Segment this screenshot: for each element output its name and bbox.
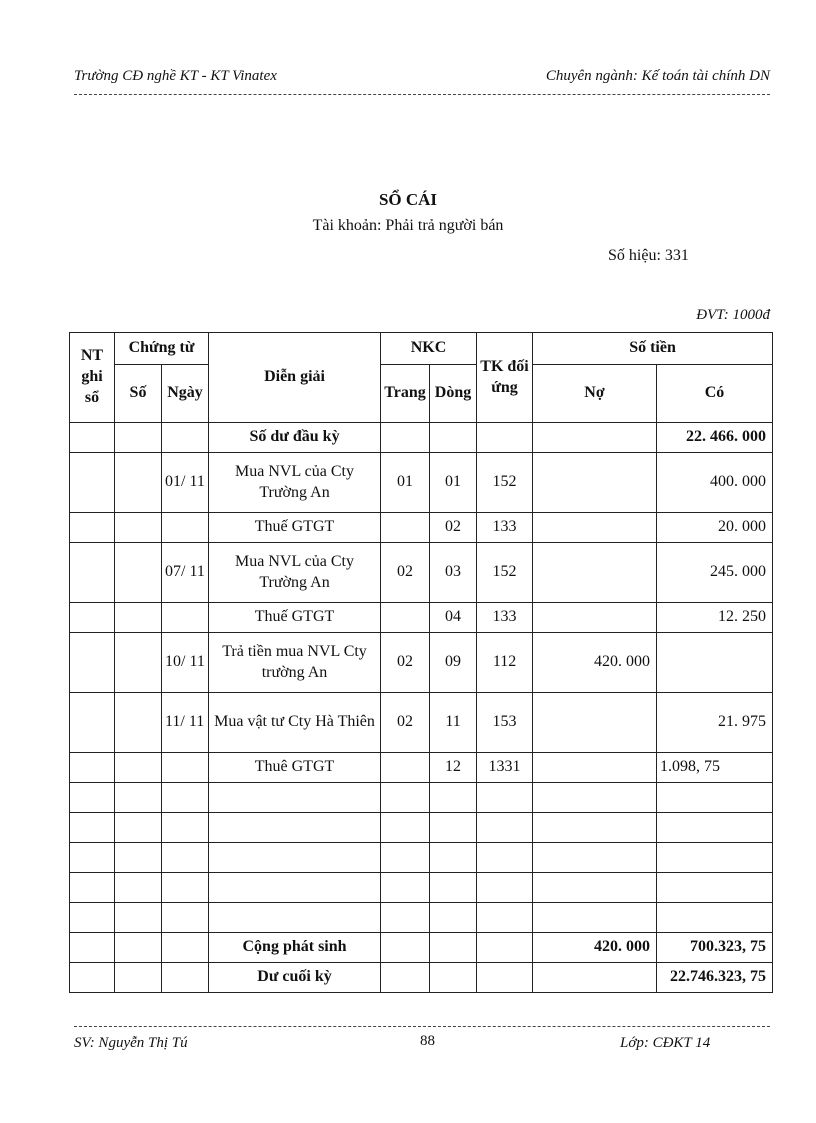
cell-dong [430,903,477,933]
table-row [70,693,773,753]
document-title: SỔ CÁI [378,190,438,209]
col-nkc-header: NKC [381,333,477,365]
cell-so [115,603,162,633]
cell-trang [381,873,430,903]
cell-tk [477,423,533,453]
cell-no [533,513,657,543]
cell-co [657,843,773,873]
cell-trang [381,423,430,453]
table-row [70,933,773,963]
cell-ngay: 07/ 11 [162,543,209,603]
cell-dong: 12 [430,753,477,783]
table-row [70,873,773,903]
cell-nt [70,903,115,933]
cell-trang: 02 [381,693,430,753]
cell-tk [477,963,533,993]
cell-dien-giai [209,843,381,873]
col-tk-header: TK đối ứng [477,333,533,423]
cell-so [115,843,162,873]
cell-no [533,423,657,453]
col-so-header: Số [115,365,162,423]
school-name: Trường CĐ nghề KT - KT Vinatex [74,68,277,84]
cell-co [657,813,773,843]
cell-tk: 153 [477,693,533,753]
cell-so [115,933,162,963]
cell-so [115,783,162,813]
cell-dien-giai: Dư cuối kỳ [209,963,381,993]
cell-co [657,903,773,933]
col-co-header: Có [657,365,773,423]
cell-dong [430,843,477,873]
cell-dien-giai: Số dư đầu kỳ [209,423,381,453]
cell-ngay [162,963,209,993]
cell-so [115,903,162,933]
ledger-table [69,332,773,993]
cell-ngay: 01/ 11 [162,453,209,513]
cell-ngay [162,753,209,783]
cell-so [115,633,162,693]
cell-no [533,693,657,753]
cell-nt [70,783,115,813]
cell-tk: 152 [477,543,533,603]
table-row [70,843,773,873]
cell-trang: 02 [381,543,430,603]
cell-no [533,873,657,903]
cell-dong: 03 [430,543,477,603]
cell-trang [381,963,430,993]
cell-no [533,963,657,993]
cell-dong [430,783,477,813]
cell-nt [70,843,115,873]
cell-tk: 152 [477,453,533,513]
col-ngay-header: Ngày [162,365,209,423]
cell-co: 20. 000 [657,513,773,543]
cell-tk: 112 [477,633,533,693]
cell-dong: 09 [430,633,477,693]
cell-nt [70,963,115,993]
cell-dien-giai [209,873,381,903]
cell-ngay [162,423,209,453]
cell-tk: 133 [477,603,533,633]
cell-dien-giai: Cộng phát sinh [209,933,381,963]
cell-co: 22.746.323, 75 [657,963,773,993]
cell-dong [430,933,477,963]
table-row [70,513,773,543]
cell-trang [381,603,430,633]
major-name: Chuyên ngành: Kế toán tài chính DN [545,68,770,84]
cell-trang [381,843,430,873]
cell-dien-giai [209,813,381,843]
cell-nt [70,603,115,633]
cell-dong [430,423,477,453]
cell-ngay: 10/ 11 [162,633,209,693]
cell-trang [381,753,430,783]
cell-no [533,543,657,603]
cell-co [657,633,773,693]
cell-so [115,753,162,783]
table-row [70,633,773,693]
col-dien-giai-header: Diễn giải [209,333,381,423]
cell-so [115,873,162,903]
cell-so [115,543,162,603]
cell-dong: 01 [430,453,477,513]
cell-ngay [162,843,209,873]
table-row [70,813,773,843]
cell-nt [70,753,115,783]
cell-co [657,783,773,813]
cell-dien-giai: Mua vật tư Cty Hà Thiên [209,693,381,753]
cell-ngay [162,603,209,633]
cell-co: 700.323, 75 [657,933,773,963]
cell-trang [381,813,430,843]
cell-tk [477,903,533,933]
cell-no [533,603,657,633]
cell-tk [477,843,533,873]
cell-nt [70,873,115,903]
cell-dien-giai: Mua NVL của Cty Trường An [209,453,381,513]
cell-nt [70,633,115,693]
cell-trang [381,783,430,813]
cell-trang [381,513,430,543]
cell-dien-giai: Thuế GTGT [209,513,381,543]
cell-ngay [162,903,209,933]
page-header [74,66,770,95]
cell-tk [477,813,533,843]
cell-dien-giai: Mua NVL của Cty Trường An [209,543,381,603]
cell-tk: 1331 [477,753,533,783]
cell-no [533,753,657,783]
cell-co: 12. 250 [657,603,773,633]
page-number: 88 [420,1033,435,1049]
page-footer [74,1026,770,1057]
cell-nt [70,453,115,513]
cell-no [533,903,657,933]
cell-co: 400. 000 [657,453,773,513]
cell-so [115,963,162,993]
cell-ngay [162,873,209,903]
currency-unit: ĐVT: 1000đ [696,307,770,323]
cell-no [533,843,657,873]
cell-so [115,453,162,513]
table-row [70,963,773,993]
cell-co: 245. 000 [657,543,773,603]
account-name: Tài khoản: Phải trả người bán [312,217,504,234]
cell-nt [70,513,115,543]
account-number: Số hiệu: 331 [608,247,689,264]
col-so-tien-header: Số tiền [533,333,773,365]
cell-so [115,693,162,753]
cell-no [533,453,657,513]
table-row [70,903,773,933]
cell-no [533,813,657,843]
student-name: SV: Nguyễn Thị Tú [74,1035,188,1051]
table-row [70,603,773,633]
cell-tk [477,873,533,903]
cell-trang [381,903,430,933]
table-row [70,783,773,813]
cell-dong [430,813,477,843]
cell-tk [477,933,533,963]
cell-trang [381,933,430,963]
cell-co [657,873,773,903]
cell-nt [70,693,115,753]
cell-co: 21. 975 [657,693,773,753]
cell-nt [70,933,115,963]
cell-ngay [162,513,209,543]
cell-no [533,783,657,813]
cell-dien-giai: Trả tiền mua NVL Cty trường An [209,633,381,693]
col-dong-header: Dòng [430,365,477,423]
cell-nt [70,423,115,453]
table-row [70,453,773,513]
col-trang-header: Trang [381,365,430,423]
cell-so [115,813,162,843]
cell-no: 420. 000 [533,633,657,693]
cell-dong [430,873,477,903]
cell-ngay [162,933,209,963]
cell-tk [477,783,533,813]
cell-dien-giai [209,783,381,813]
table-row [70,423,773,453]
cell-ngay [162,813,209,843]
cell-dong: 02 [430,513,477,543]
cell-co: 1.098, 75 [657,753,773,783]
table-row [70,543,773,603]
table-row [70,753,773,783]
cell-nt [70,813,115,843]
col-no-header: Nợ [533,365,657,423]
cell-dong: 11 [430,693,477,753]
cell-so [115,423,162,453]
cell-nt [70,543,115,603]
cell-trang: 02 [381,633,430,693]
cell-dong [430,963,477,993]
cell-trang: 01 [381,453,430,513]
col-chung-tu-header: Chứng từ [115,333,209,365]
cell-dien-giai [209,903,381,933]
cell-ngay: 11/ 11 [162,693,209,753]
cell-dien-giai: Thuế GTGT [209,603,381,633]
cell-ngay [162,783,209,813]
cell-co: 22. 466. 000 [657,423,773,453]
cell-tk: 133 [477,513,533,543]
cell-so [115,513,162,543]
cell-no: 420. 000 [533,933,657,963]
cell-dien-giai: Thuê GTGT [209,753,381,783]
cell-dong: 04 [430,603,477,633]
class-name: Lớp: CĐKT 14 [620,1035,711,1051]
col-nt-header: NT ghi sổ [70,333,115,423]
